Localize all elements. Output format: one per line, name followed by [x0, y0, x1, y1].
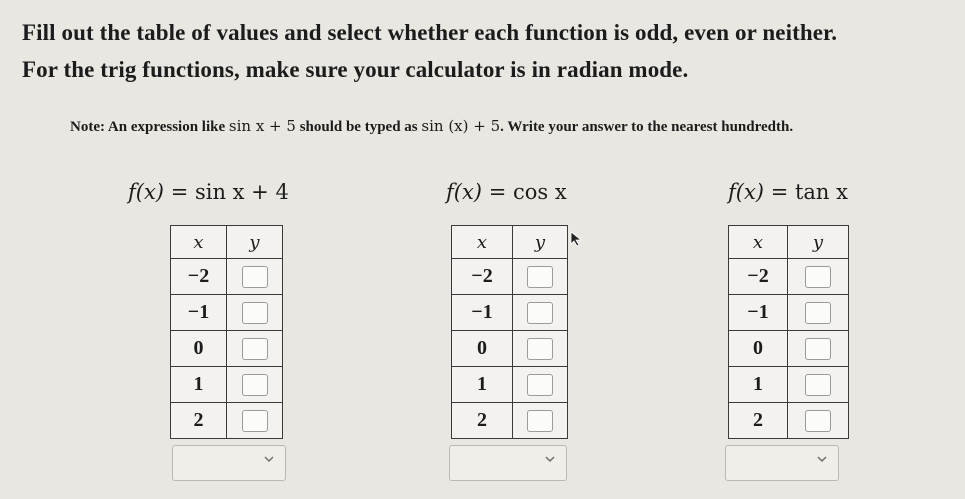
note-typed-expression: sin (x) + 5	[421, 117, 501, 135]
function-rhs: cos x	[512, 180, 567, 204]
function-label-sin	[128, 180, 289, 204]
x-value: 1	[452, 367, 513, 403]
table-row	[171, 403, 283, 439]
y-cell	[227, 367, 283, 403]
instructions-line-1: Fill out the table of values and select whether each function is odd, even or neither.	[22, 20, 838, 45]
table-header-row	[452, 226, 568, 259]
function-label-cos	[446, 180, 567, 204]
y-cell	[513, 331, 568, 367]
column-header-x: x	[729, 226, 788, 259]
column-header-y: y	[227, 226, 283, 259]
x-value: 0	[452, 331, 513, 367]
y-cell	[788, 403, 849, 439]
x-value: −2	[171, 259, 227, 295]
y-cell	[227, 259, 283, 295]
table-row	[452, 403, 568, 439]
y-answer-input[interactable]	[242, 302, 268, 324]
note-suffix: . Write your answer to the nearest hundredth.	[500, 119, 794, 135]
y-answer-input[interactable]	[805, 410, 831, 432]
x-value: 0	[729, 331, 788, 367]
x-value: 2	[452, 403, 513, 439]
note-prefix: Note: An expression like	[70, 119, 226, 135]
table-row	[452, 331, 568, 367]
note-example-expression: sin x + 5	[228, 117, 296, 135]
y-answer-input[interactable]	[805, 302, 831, 324]
y-cell	[788, 259, 849, 295]
table-row	[171, 259, 283, 295]
y-cell	[788, 295, 849, 331]
table-row	[729, 259, 849, 295]
function-lhs: f(x)	[446, 180, 483, 204]
x-value: −2	[452, 259, 513, 295]
y-answer-input[interactable]	[527, 302, 553, 324]
function-rhs: tan x	[794, 180, 848, 204]
chevron-down-icon	[263, 453, 275, 465]
y-cell	[788, 331, 849, 367]
value-table-cos	[451, 225, 568, 439]
table-row	[729, 367, 849, 403]
note-middle: should be typed as	[299, 119, 418, 135]
y-answer-input[interactable]	[805, 374, 831, 396]
y-cell	[227, 295, 283, 331]
y-answer-input[interactable]	[242, 338, 268, 360]
column-header-x: x	[452, 226, 513, 259]
function-rhs: sin x + 4	[194, 180, 289, 204]
table-header-row	[171, 226, 283, 259]
table-row	[729, 403, 849, 439]
function-lhs: f(x)	[128, 180, 165, 204]
function-lhs: f(x)	[728, 180, 765, 204]
chevron-down-icon	[544, 453, 556, 465]
parity-dropdown-sin[interactable]	[172, 445, 286, 481]
y-cell	[227, 403, 283, 439]
table-row	[171, 331, 283, 367]
y-answer-input[interactable]	[527, 410, 553, 432]
mouse-pointer-icon	[570, 231, 584, 247]
x-value: 2	[729, 403, 788, 439]
value-table-tan	[728, 225, 849, 439]
y-cell	[513, 259, 568, 295]
column-header-y: y	[788, 226, 849, 259]
function-label-tan	[728, 180, 848, 204]
parity-dropdown-tan[interactable]	[725, 445, 839, 481]
table-header-row	[729, 226, 849, 259]
table-row	[729, 331, 849, 367]
x-value: −2	[729, 259, 788, 295]
note	[70, 117, 793, 136]
value-table-sin	[170, 225, 283, 439]
y-cell	[513, 295, 568, 331]
column-header-x: x	[171, 226, 227, 259]
y-cell	[227, 331, 283, 367]
function-equals: =	[482, 180, 513, 204]
x-value: 0	[171, 331, 227, 367]
function-equals: =	[764, 180, 795, 204]
x-value: −1	[729, 295, 788, 331]
table-row	[452, 367, 568, 403]
x-value: 2	[171, 403, 227, 439]
table-row	[171, 295, 283, 331]
y-cell	[513, 403, 568, 439]
chevron-down-icon	[816, 453, 828, 465]
y-cell	[513, 367, 568, 403]
table-row	[171, 367, 283, 403]
y-answer-input[interactable]	[805, 266, 831, 288]
y-answer-input[interactable]	[242, 410, 268, 432]
x-value: 1	[171, 367, 227, 403]
table-row	[452, 295, 568, 331]
y-answer-input[interactable]	[242, 374, 268, 396]
y-answer-input[interactable]	[527, 374, 553, 396]
y-answer-input[interactable]	[805, 338, 831, 360]
column-header-y: y	[513, 226, 568, 259]
x-value: 1	[729, 367, 788, 403]
x-value: −1	[171, 295, 227, 331]
function-equals: =	[164, 180, 195, 204]
x-value: −1	[452, 295, 513, 331]
table-row	[452, 259, 568, 295]
y-answer-input[interactable]	[527, 338, 553, 360]
table-row	[729, 295, 849, 331]
y-cell	[788, 367, 849, 403]
y-answer-input[interactable]	[527, 266, 553, 288]
y-answer-input[interactable]	[242, 266, 268, 288]
instructions-line-2: For the trig functions, make sure your calculator is in radian mode.	[22, 57, 689, 82]
parity-dropdown-cos[interactable]	[449, 445, 567, 481]
